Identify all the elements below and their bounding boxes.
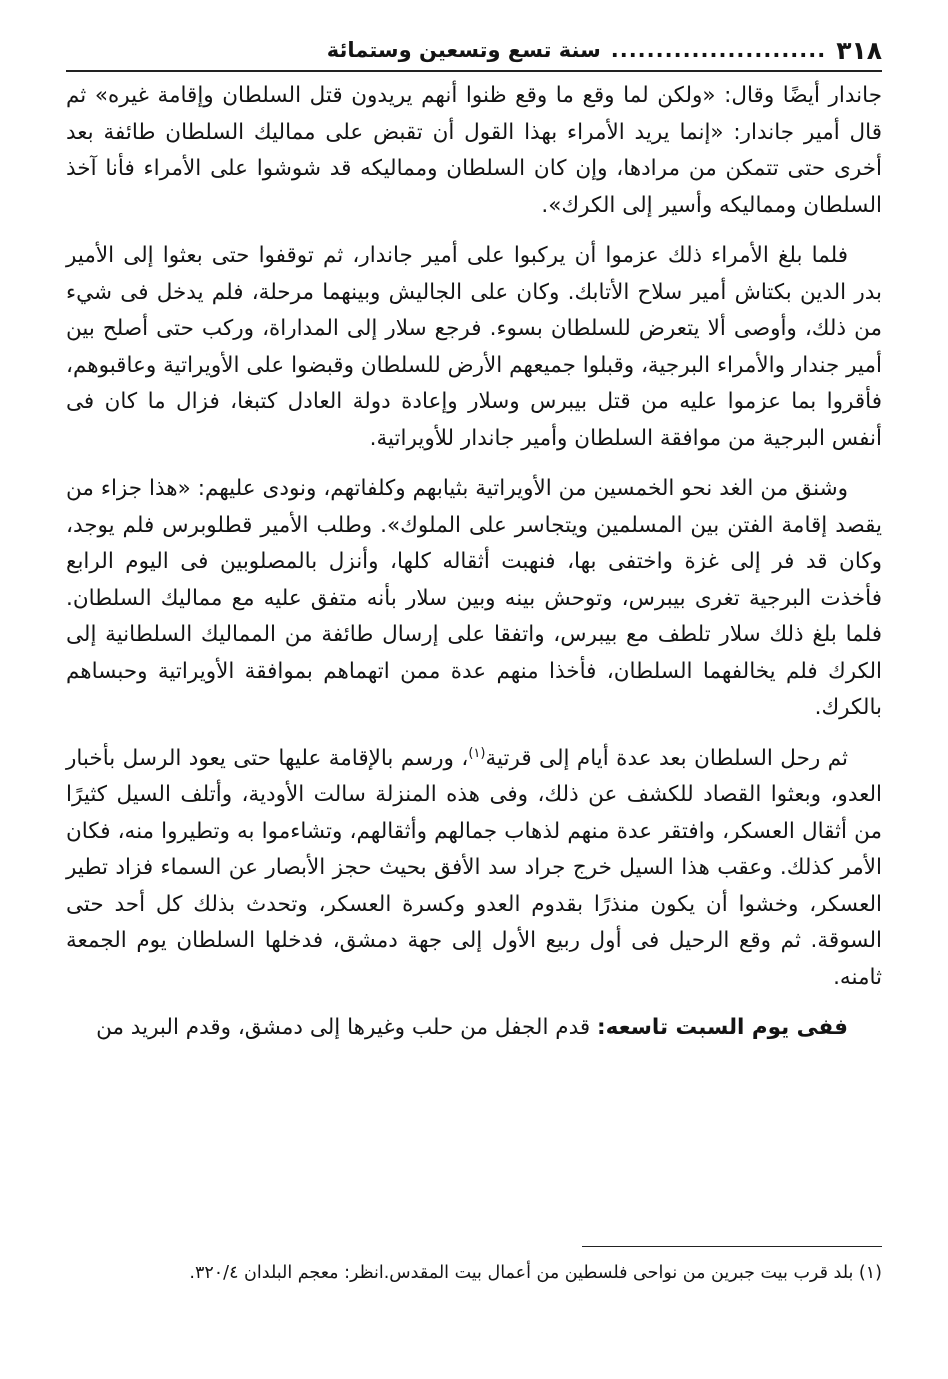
paragraph-4 <box>66 741 882 997</box>
footnote: (١) بلد قرب بيت جبرين من نواحى فلسطين من أعمال بيت المقدس.انظر: معجم البلدان ٣٢٠/٤. <box>189 1263 882 1283</box>
footnote-separator <box>582 1246 882 1247</box>
running-title: سنة تسع وتسعين وستمائة <box>326 38 601 62</box>
paragraph-2: فلما بلغ الأمراء ذلك عزموا أن يركبوا على أمير جاندار، ثم توقفوا حتى بعثوا إلى الأمير بدر الدين بكتاش أمير سلاح الأتابك. وكان على الجاليش وبينهما مرحلة، فلم يدخل فى شيء من ذلك، وأوصى ألا يتعرض للسلطان بسوء. فرجع سلار إلى المداراة، وركب حتى أصلح بين أمير جندار والأمراء البرجية، وقبلوا جميعهم الأرض للسلطان وقبضوا على الأويراتية وعاقبوهم، فأقروا بما عزموا عليه من قتل بيبرس وسلار وإعادة دولة العادل كتبغا، فزال ما كان فى أنفس البرجية من موافقة السلطان وأمير جاندار للأويراتية. <box>66 243 882 451</box>
paragraph-5 <box>66 1010 882 1047</box>
date-heading: ففى يوم السبت تاسعه: <box>597 1015 848 1040</box>
paragraph-3: وشنق من الغد نحو الخمسين من الأويراتية بثيابهم وكلفاتهم، ونودى عليهم: «هذا جزاء من يقصد إقامة الفتن بين المسلمين ويتجاسر على الملوك». وطلب الأمير قطلوبرس فلم يوجد، وكان قد فر إلى غزة واختفى بها، فنهبت أثقاله كلها، وأنزل بالمصلوبين فى اليوم الرابع فأخذت البرجية تغرى بيبرس، وتوحش بينه وبين سلار بأنه متفق عليه مع مماليك السلطان. فلما بلغ ذلك سلار تلطف مع بيبرس، واتفقا على إرسال طائفة من المماليك السلطانية إلى الكرك فلم يخالفهما السلطان، فأخذا منهم عدة ممن اتهماهم بموافقة الأويراتية وحبساهم بالكرك. <box>66 476 882 720</box>
footnote-reference: (١) <box>468 745 486 761</box>
leader-dots: ........................ <box>610 38 827 62</box>
page-number: ٣١٨ <box>836 35 882 65</box>
main-text <box>66 78 882 1061</box>
running-head <box>66 30 882 72</box>
paragraph-1: جاندار أيضًا وقال: «ولكن لما وقع ما وقع ظنوا أنهم يريدون قتل السلطان وإقامة غيره» ثم قال أمير جاندار: «إنما يريد الأمراء بهذا القول أن تقبض على مماليك السلطان طائفة بعد أخرى حتى تتمكن من مرادها، وإن كان السلطان ومماليكه قد شوشوا على الأمراء فأنا آخذ السلطان ومماليكه وأسير إلى الكرك». <box>66 83 882 218</box>
paragraph-4-start: ثم رحل السلطان بعد عدة أيام إلى قرتية <box>485 745 848 771</box>
paragraph-5-rest: قدم الجفل من حلب وغيرها إلى دمشق، وقدم البريد من <box>96 1015 597 1040</box>
paragraph-4-rest: ، ورسم بالإقامة عليها حتى يعود الرسل بأخبار العدو، وبعثوا القصاد للكشف عن ذلك، وفى هذه المنزلة سالت الأودية، وأتلف السيل كثيرًا من أثقال العسكر، وافتقر عدة منهم لذهاب جمالهم وأثقالهم، وتشاءموا به وتطيروا منه، فكان الأمر كذلك. وعقب هذا السيل خرج جراد سد الأفق بحيث حجز الأبصار عن السماء فزاد تطير العسكر، وخشوا أن يكون منذرًا بقدوم العدو وكسرة العسكر، وتحدث بذلك كل أحد حتى السوقة. ثم وقع الرحيل فى أول ربيع الأول إلى جهة دمشق، فدخلها السلطان يوم الجمعة ثامنه. <box>66 745 882 990</box>
